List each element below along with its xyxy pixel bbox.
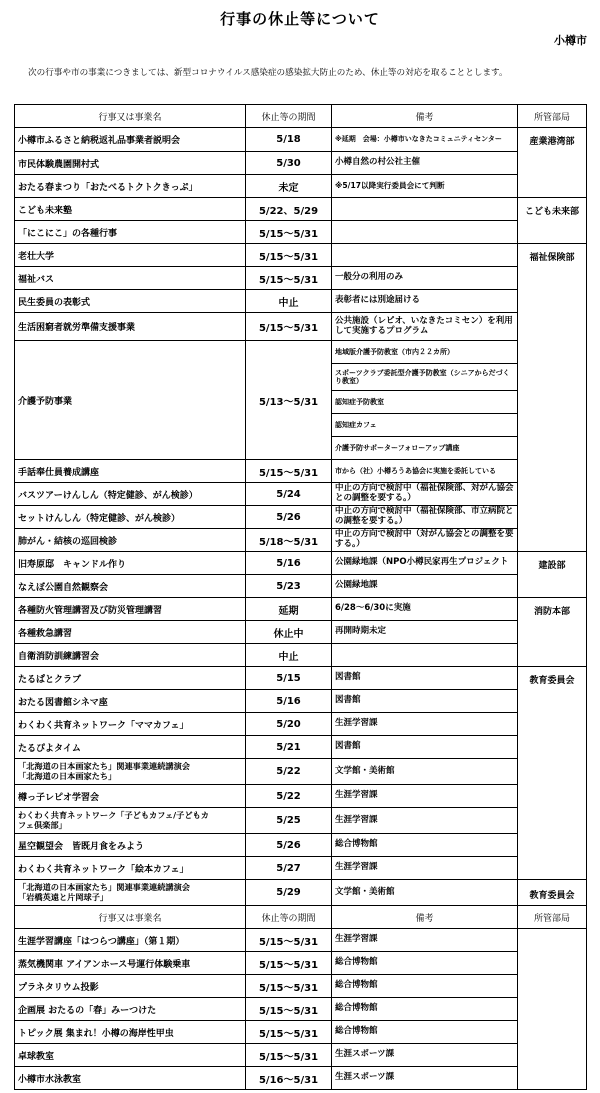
table-row — [15, 313, 587, 341]
department-cell: こども未来部 — [518, 198, 587, 244]
event-name: 介護予防事業 — [15, 341, 246, 460]
table-row — [15, 152, 587, 175]
event-note: 市から（社）小樽ろうあ協会に実施を委託している — [332, 460, 518, 483]
event-note: 一般分の利用のみ — [332, 267, 518, 290]
event-name-line: 「北海道の日本画家たち」関連事業連続講演会 — [18, 882, 190, 893]
header-event-name: 行事又は事業名 — [15, 105, 246, 128]
event-note: 生涯学習課 — [332, 929, 518, 952]
event-note: 小樽自然の村公社主催 — [332, 152, 518, 175]
event-note: 総合博物館 — [332, 1021, 518, 1044]
header-period: 休止等の期間 — [246, 906, 332, 929]
table-row — [15, 929, 587, 952]
event-period: 5/25 — [246, 808, 332, 834]
event-note — [332, 221, 518, 244]
event-period: 5/20 — [246, 713, 332, 736]
table-row — [15, 975, 587, 998]
department-cell: 消防本部 — [518, 598, 587, 667]
event-note: 再開時期未定 — [332, 621, 518, 644]
department-cell: 建設部 — [518, 552, 587, 598]
event-period: 延期 — [246, 598, 332, 621]
event-note: 図書館 — [332, 690, 518, 713]
event-name: 卓球教室 — [15, 1044, 246, 1067]
table-row — [15, 175, 587, 198]
event-name — [15, 759, 246, 785]
table-row — [15, 1044, 587, 1067]
event-name: トピック展 集まれ！小樽の海岸性甲虫 — [15, 1021, 246, 1044]
event-name: 生涯学習講座「はつらつ講座」（第１期） — [15, 929, 246, 952]
department-cell: 教育委員会 — [518, 880, 587, 906]
event-note: 公共施設（レピオ、いなきたコミセン）を利用して実施するプログラム — [332, 313, 518, 341]
header-note: 備考 — [332, 105, 518, 128]
table-row — [15, 952, 587, 975]
department-cell-empty — [518, 929, 587, 1090]
event-period: 5/15～5/31 — [246, 952, 332, 975]
event-note: 文学館・美術館 — [332, 759, 518, 785]
event-name: 各種救急講習 — [15, 621, 246, 644]
event-note: 総合博物館 — [332, 952, 518, 975]
event-name: わくわく共育ネットワーク「絵本カフェ」 — [15, 857, 246, 880]
event-period: 5/15～5/31 — [246, 1044, 332, 1067]
event-name: 小樽市水泳教室 — [15, 1067, 246, 1090]
table-row — [15, 644, 587, 667]
table-header-row — [15, 906, 587, 929]
table-row — [15, 341, 587, 364]
event-name: 小樽市ふるさと納税返礼品事業者説明会 — [15, 128, 246, 152]
event-name: 「にこにこ」の各種行事 — [15, 221, 246, 244]
event-name: 蒸気機関車 アイアンホース号運行体験乗車 — [15, 952, 246, 975]
event-period: 5/16～5/31 — [246, 1067, 332, 1090]
event-name — [15, 880, 246, 906]
table-row — [15, 267, 587, 290]
event-period: 5/13～5/31 — [246, 341, 332, 460]
event-name: おたる図書館シネマ座 — [15, 690, 246, 713]
event-period: 5/16 — [246, 552, 332, 575]
event-note: 認知症カフェ — [332, 414, 518, 437]
event-note — [332, 198, 518, 221]
event-note: 総合博物館 — [332, 998, 518, 1021]
event-note: 生涯スポーツ課 — [332, 1067, 518, 1090]
header-event-name: 行事又は事業名 — [15, 906, 246, 929]
event-period: 5/15～5/31 — [246, 267, 332, 290]
event-name: わくわく共育ネットワーク「ママカフェ」 — [15, 713, 246, 736]
event-note: スポーツクラブ委託型介護予防教室（シニアからだづくり教室） — [332, 364, 518, 391]
header-department: 所管部局 — [518, 105, 587, 128]
event-name: 自衛消防訓練講習会 — [15, 644, 246, 667]
event-name: 樽っ子レピオ学習会 — [15, 785, 246, 808]
event-period: 5/15～5/31 — [246, 460, 332, 483]
event-note — [332, 644, 518, 667]
table-header-row — [15, 105, 587, 128]
event-name: おたる春まつり「おたべるトクトクきっぷ」 — [15, 175, 246, 198]
event-note — [332, 244, 518, 267]
event-note: 図書館 — [332, 736, 518, 759]
table-row — [15, 759, 587, 785]
event-period: 未定 — [246, 175, 332, 198]
table-row — [15, 713, 587, 736]
table-row — [15, 483, 587, 506]
event-period: 5/18 — [246, 128, 332, 152]
event-note: 認知症予防教室 — [332, 391, 518, 414]
event-name: なえぼ公園自然観察会 — [15, 575, 246, 598]
table-row — [15, 690, 587, 713]
event-period: 中止 — [246, 290, 332, 313]
event-name: 肺がん・結核の巡回検診 — [15, 529, 246, 552]
event-name-line: フェ倶楽部」 — [18, 819, 67, 830]
table-row — [15, 1021, 587, 1044]
event-note: 生涯スポーツ課 — [332, 1044, 518, 1067]
table-row — [15, 998, 587, 1021]
event-period: 5/26 — [246, 506, 332, 529]
table-row — [15, 460, 587, 483]
event-period: 5/15～5/31 — [246, 244, 332, 267]
event-period: 5/15～5/31 — [246, 998, 332, 1021]
event-period: 5/15～5/31 — [246, 975, 332, 998]
event-period: 5/21 — [246, 736, 332, 759]
header-department: 所管部局 — [518, 906, 587, 929]
event-name-line: 「北海道の日本画家たち」 — [18, 770, 117, 781]
event-name: 市民体験農園開村式 — [15, 152, 246, 175]
table-row — [15, 575, 587, 598]
event-name — [15, 808, 246, 834]
event-note: 6/28～6/30に実施 — [332, 598, 518, 621]
event-note: 総合博物館 — [332, 975, 518, 998]
event-name: 各種防火管理講習及び防災管理講習 — [15, 598, 246, 621]
event-period: 5/22、5/29 — [246, 198, 332, 221]
event-name: 星空観望会 皆既月食をみよう — [15, 834, 246, 857]
event-note: 中止の方向で検討中（対がん協会との調整を要する。） — [332, 529, 518, 552]
department-cell: 教育委員会 — [518, 667, 587, 880]
event-name: 老壮大学 — [15, 244, 246, 267]
event-period: 5/15～5/31 — [246, 929, 332, 952]
table-row — [15, 529, 587, 552]
table-row — [15, 598, 587, 621]
table-row — [15, 506, 587, 529]
table-row — [15, 128, 587, 152]
event-period: 5/15～5/31 — [246, 221, 332, 244]
event-note: 図書館 — [332, 667, 518, 690]
event-period: 5/15 — [246, 667, 332, 690]
event-note: 文学館・美術館 — [332, 880, 518, 906]
event-name: たるぴよタイム — [15, 736, 246, 759]
event-name: バスツアーけんしん（特定健診、がん検診） — [15, 483, 246, 506]
event-note: 生涯学習課 — [332, 808, 518, 834]
event-note: 生涯学習課 — [332, 713, 518, 736]
event-name: 企画展 おたるの「春」みーつけた — [15, 998, 246, 1021]
event-name: セットけんしん（特定健診、がん検診） — [15, 506, 246, 529]
department-cell: 産業港湾部 — [518, 128, 587, 198]
page-title: 行事の休止等について — [220, 10, 380, 28]
event-note: 生涯学習課 — [332, 785, 518, 808]
event-period: 5/23 — [246, 575, 332, 598]
table-row — [15, 290, 587, 313]
event-name: 生活困窮者就労準備支援事業 — [15, 313, 246, 341]
event-period: 5/29 — [246, 880, 332, 906]
table-row — [15, 621, 587, 644]
table-row — [15, 1067, 587, 1090]
event-period: 5/26 — [246, 834, 332, 857]
event-note: 公園緑地課 — [332, 575, 518, 598]
event-period: 5/15～5/31 — [246, 313, 332, 341]
intro-text: 次の行事や市の事業につきましては、新型コロナウイルス感染症の感染拡大防止のため、休止等の対応を取ることとします。 — [28, 68, 508, 78]
event-note: ※5/17以降実行委員会にて判断 — [332, 175, 518, 198]
events-table — [14, 104, 587, 1090]
table-row — [15, 808, 587, 834]
header-note: 備考 — [332, 906, 518, 929]
event-note: ※延期 会場：小樽市いなきたコミュニティセンター — [332, 128, 518, 152]
event-note: 総合博物館 — [332, 834, 518, 857]
event-period: 中止 — [246, 644, 332, 667]
event-period: 5/24 — [246, 483, 332, 506]
event-name: 手話奉仕員養成講座 — [15, 460, 246, 483]
event-name-line: 「岩橋英遠と片岡球子」 — [18, 891, 109, 902]
event-period: 休止中 — [246, 621, 332, 644]
city-name: 小樽市 — [554, 34, 587, 47]
event-period: 5/18～5/31 — [246, 529, 332, 552]
table-row — [15, 667, 587, 690]
event-note: 中止の方向で検討中（福祉保険部、市立病院との調整を要する。） — [332, 506, 518, 529]
event-period: 5/16 — [246, 690, 332, 713]
event-period: 5/22 — [246, 785, 332, 808]
table-row — [15, 880, 587, 906]
event-note: 介護予防サポーターフォローアップ講座 — [332, 437, 518, 460]
event-name-line: 「北海道の日本画家たち」関連事業連続講演会 — [18, 761, 190, 772]
table-row — [15, 785, 587, 808]
event-name: たるぱとクラブ — [15, 667, 246, 690]
event-name: プラネタリウム投影 — [15, 975, 246, 998]
table-row — [15, 198, 587, 221]
event-name: こども未来塾 — [15, 198, 246, 221]
event-name-line: わくわく共育ネットワーク「子どもカフェ/子どもカ — [18, 810, 209, 821]
event-note: 中止の方向で検討中（福祉保険部、対がん協会との調整を要する。） — [332, 483, 518, 506]
table-row — [15, 736, 587, 759]
table-row — [15, 834, 587, 857]
event-note: 地域版介護予防教室（市内２２カ所） — [332, 341, 518, 364]
event-period: 5/15～5/31 — [246, 1021, 332, 1044]
department-cell: 福祉保険部 — [518, 244, 587, 552]
table-row — [15, 244, 587, 267]
event-period: 5/27 — [246, 857, 332, 880]
event-name: 民生委員の表彰式 — [15, 290, 246, 313]
event-name: 福祉バス — [15, 267, 246, 290]
event-period: 5/22 — [246, 759, 332, 785]
event-note: 生涯学習課 — [332, 857, 518, 880]
event-period: 5/30 — [246, 152, 332, 175]
event-note: 表彰者には別途届ける — [332, 290, 518, 313]
header-period: 休止等の期間 — [246, 105, 332, 128]
table-row — [15, 221, 587, 244]
event-note: 公園緑地課（NPO小樽民家再生プロジェクト — [332, 552, 518, 575]
table-row — [15, 552, 587, 575]
table-row — [15, 857, 587, 880]
event-name: 旧寿原邸 キャンドル作り — [15, 552, 246, 575]
